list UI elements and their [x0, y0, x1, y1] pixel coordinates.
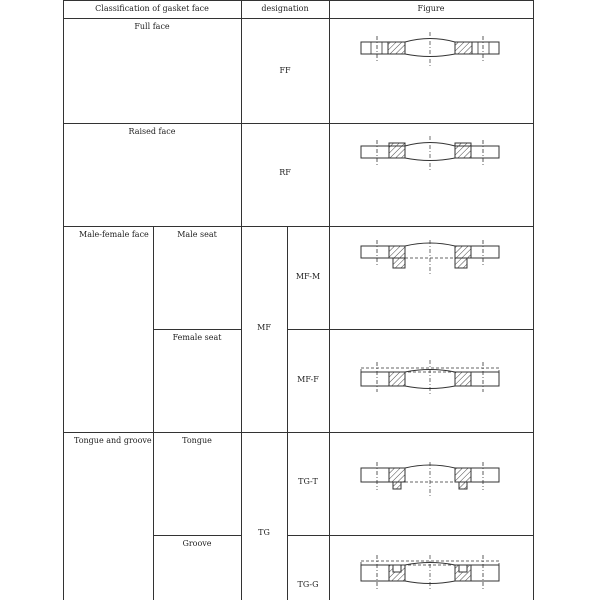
table-right-border: [533, 0, 534, 600]
header-classification: Classification of gasket face: [95, 4, 209, 13]
female-seat-label: Female seat: [172, 333, 222, 342]
row-divider-ff: [63, 123, 533, 124]
row-divider-male-seat: [153, 329, 241, 330]
tongue-groove-label: Tongue and groove: [74, 436, 152, 445]
designation-right-border: [329, 0, 330, 600]
raised-face-label: Raised face: [128, 127, 176, 136]
tg-designation: TG: [258, 528, 270, 537]
tgt-designation: TG-T: [298, 477, 318, 486]
tongue-flange-figure: [355, 462, 505, 496]
groove-label: Groove: [182, 539, 212, 548]
full-face-label: Full face: [134, 22, 170, 31]
row-divider-mfm: [287, 329, 533, 330]
header-bottom-border: [63, 18, 533, 19]
ff-designation: FF: [279, 66, 291, 75]
header-figure: Figure: [417, 4, 445, 13]
tongue-label: Tongue: [182, 436, 212, 445]
header-designation: designation: [261, 4, 309, 13]
male-seat-label: Male seat: [177, 230, 217, 239]
male-female-label: Male-female face: [79, 230, 149, 239]
rf-designation: RF: [279, 168, 291, 177]
mfm-designation: MF-M: [295, 272, 321, 281]
tgg-designation: TG-G: [297, 580, 319, 589]
full-face-flange-figure: [355, 32, 505, 66]
sub-designation-border: [287, 226, 288, 600]
raised-face-flange-figure: [355, 136, 505, 170]
row-divider-mf: [63, 432, 533, 433]
groove-flange-figure: [355, 555, 505, 589]
male-seat-flange-figure: [355, 240, 505, 274]
female-seat-flange-figure: [355, 360, 505, 394]
mff-designation: MF-F: [297, 375, 319, 384]
row-divider-rf: [63, 226, 533, 227]
classification-right-border: [241, 0, 242, 600]
table-top-border: [63, 0, 533, 1]
mf-designation: MF: [257, 323, 271, 332]
table-left-border: [63, 0, 64, 600]
row-divider-tgt: [287, 535, 533, 536]
row-divider-tongue: [153, 535, 241, 536]
